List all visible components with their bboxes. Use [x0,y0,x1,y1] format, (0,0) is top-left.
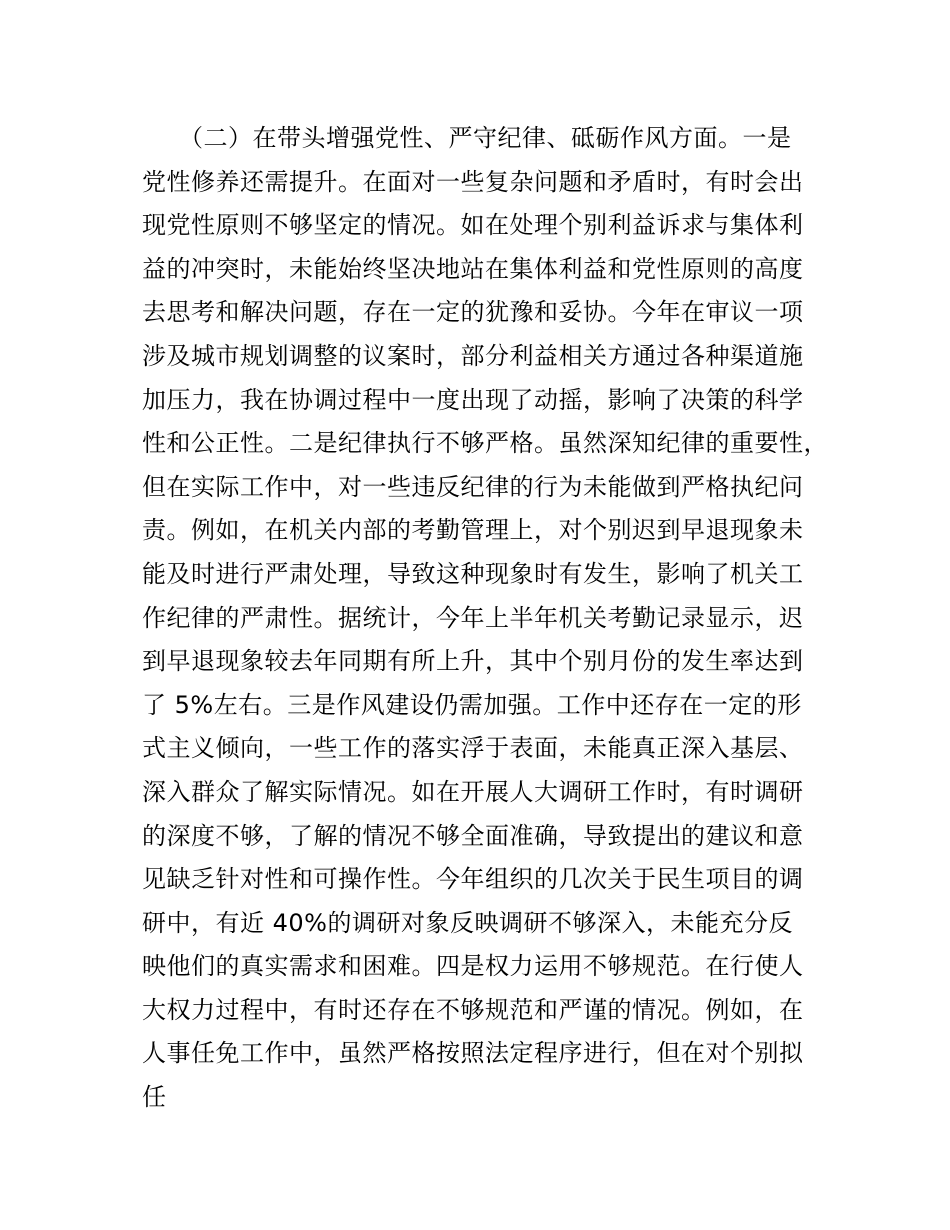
text-line: 能及时进行严肃处理，导致这种现象时有发生，影响了机关工 [142,559,804,588]
text-line: 加压力，我在协调过程中一度出现了动摇，影响了决策的科学 [142,385,804,414]
text-line: 性和公正性。二是纪律执行不够严格。虽然深知纪律的重要性， [142,429,828,458]
text-line: 现党性原则不够坚定的情况。如在处理个别利益诉求与集体利 [142,211,804,240]
text-line: 党性修养还需提升。在面对一些复杂问题和矛盾时，有时会出 [142,167,804,196]
text-line: 映他们的真实需求和困难。四是权力运用不够规范。在行使人 [142,952,804,981]
text-line: （二）在带头增强党性、严守纪律、砥砺作风方面。一是 [142,124,792,152]
text-line: 益的冲突时，未能始终坚决地站在集体利益和党性原则的高度 [142,254,804,283]
text-line: 研中，有近 40%的调研对象反映调研不够深入，未能充分反 [142,908,793,937]
text-line: 人事任免工作中，虽然严格按照法定程序进行，但在对个别拟 [142,1039,804,1068]
text-line: 了 5%左右。三是作风建设仍需加强。工作中还存在一定的形 [142,690,802,719]
text-line: 责。例如，在机关内部的考勤管理上，对个别迟到早退现象未 [142,516,804,545]
text-line: 任 [142,1083,167,1112]
text-line: 深入群众了解实际情况。如在开展人大调研工作时，有时调研 [142,777,804,806]
text-line: 见缺乏针对性和可操作性。今年组织的几次关于民生项目的调 [142,865,804,894]
text-line: 去思考和解决问题，存在一定的犹豫和妥协。今年在审议一项 [142,298,804,327]
text-line: 作纪律的严肃性。据统计，今年上半年机关考勤记录显示，迟 [142,603,804,632]
text-line: 的深度不够，了解的情况不够全面准确，导致提出的建议和意 [142,821,804,850]
text-line: 大权力过程中，有时还存在不够规范和严谨的情况。例如，在 [142,995,804,1024]
body-paragraph [142,117,842,1120]
text-line: 涉及城市规划调整的议案时，部分利益相关方通过各种渠道施 [142,341,804,370]
text-line: 但在实际工作中，对一些违反纪律的行为未能做到严格执纪问 [142,472,804,501]
text-line: 式主义倾向，一些工作的落实浮于表面，未能真正深入基层、 [142,734,804,763]
text-line: 到早退现象较去年同期有所上升，其中个别月份的发生率达到 [142,647,804,676]
